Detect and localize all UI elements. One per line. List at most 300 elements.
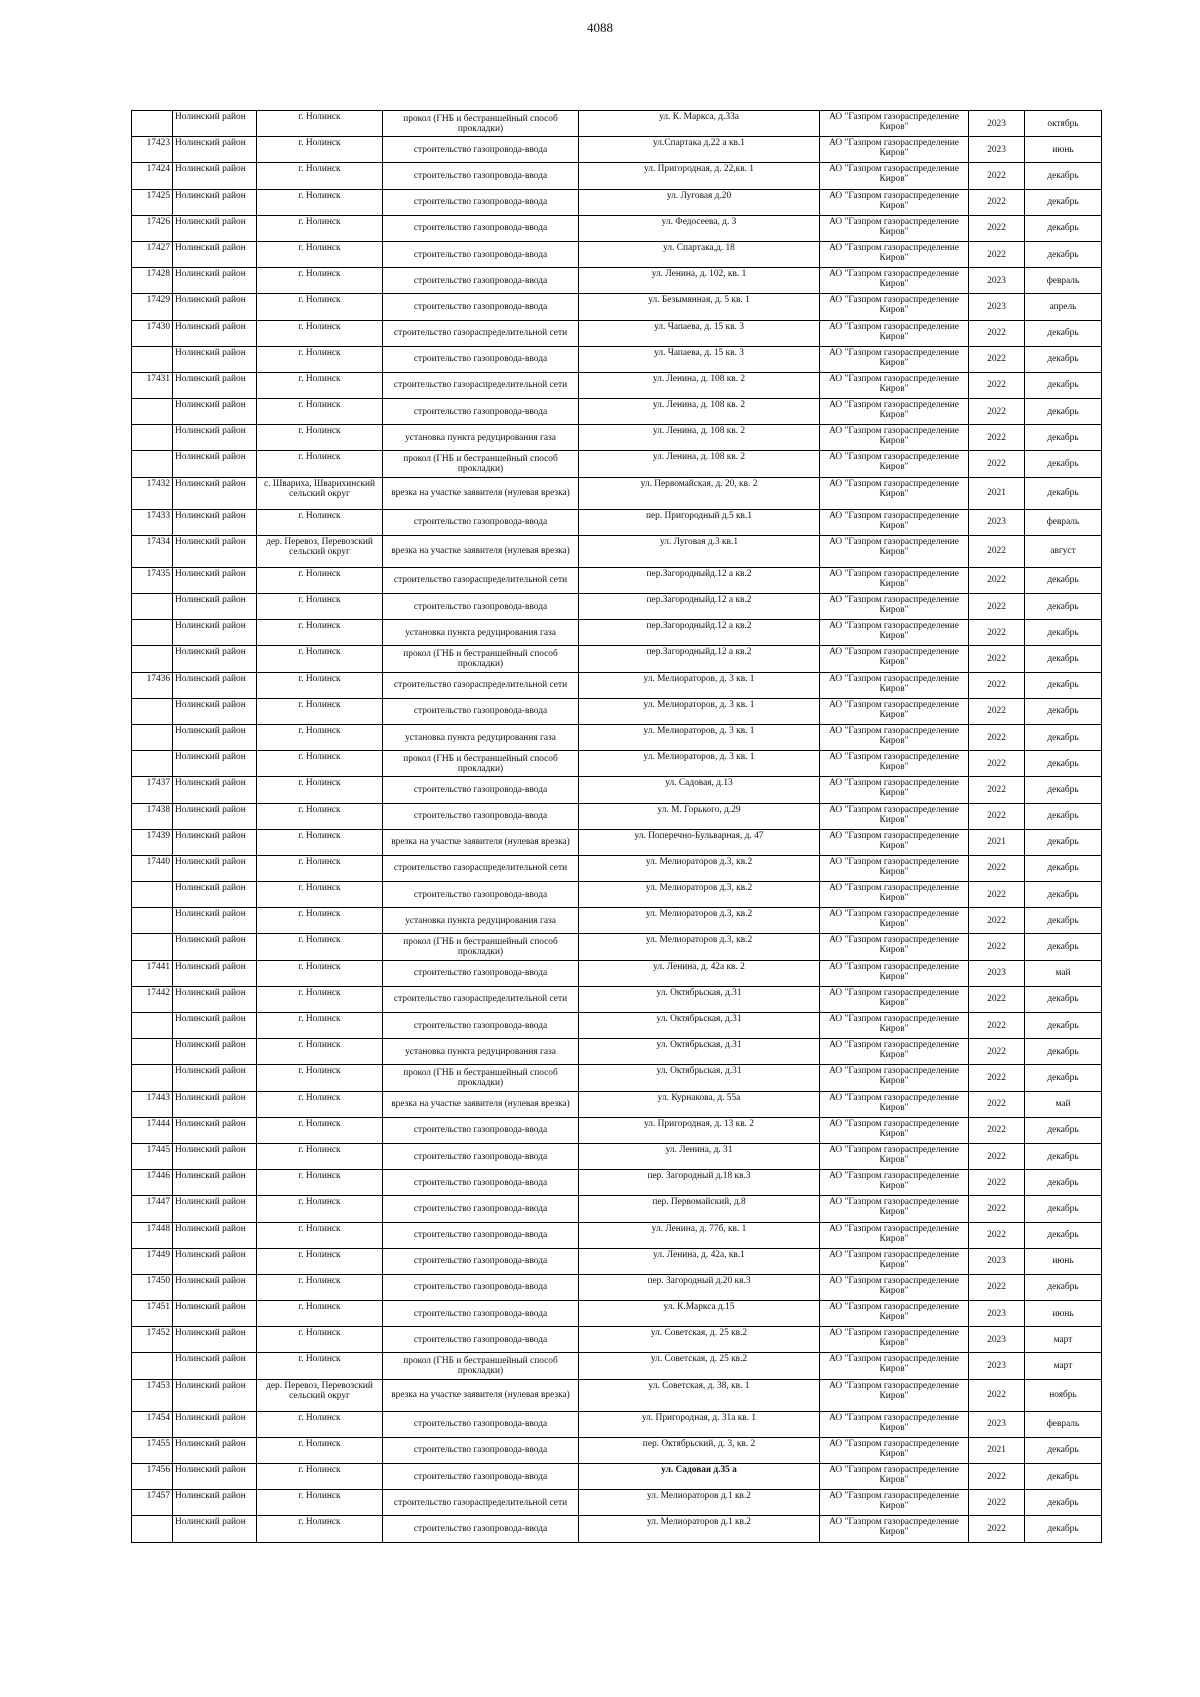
cell-number: 17443 [132,1091,173,1117]
cell-address: ул. Мелиораторов д.3, кв.2 [579,855,820,881]
register-body [132,111,1102,1543]
table-row [132,724,1102,750]
cell-year: 2022 [969,803,1025,829]
cell-organization: АО "Газпром газораспределение Киров" [820,346,969,372]
cell-organization: АО "Газпром газораспределение Киров" [820,672,969,698]
cell-month: февраль [1025,509,1102,535]
cell-year: 2022 [969,163,1025,189]
cell-year: 2022 [969,215,1025,241]
cell-district: Нолинский район [173,777,257,803]
cell-month: июнь [1025,1301,1102,1327]
cell-month: декабрь [1025,1222,1102,1248]
cell-work-type: строительство газораспределительной сети [383,320,579,346]
cell-number [132,1353,173,1379]
cell-organization: АО "Газпром газораспределение Киров" [820,620,969,646]
table-row [132,934,1102,960]
cell-organization: АО "Газпром газораспределение Киров" [820,986,969,1012]
cell-district: Нолинский район [173,1411,257,1437]
cell-district: Нолинский район [173,163,257,189]
table-row [132,1039,1102,1065]
cell-address: ул. К. Маркса, д.33а [579,111,820,137]
cell-work-type: строительство газопровода-ввода [383,346,579,372]
cell-work-type: установка пункта редуцирования газа [383,724,579,750]
cell-year: 2022 [969,1065,1025,1091]
cell-locality: г. Нолинск [257,451,383,477]
cell-work-type: установка пункта редуцирования газа [383,425,579,451]
cell-work-type: врезка на участке заявителя (нулевая врезка) [383,477,579,509]
table-row [132,1013,1102,1039]
cell-district: Нолинский район [173,477,257,509]
cell-district: Нолинский район [173,241,257,267]
cell-organization: АО "Газпром газораспределение Киров" [820,1379,969,1411]
cell-organization: АО "Газпром газораспределение Киров" [820,1301,969,1327]
cell-year: 2022 [969,986,1025,1012]
cell-locality: г. Нолинск [257,934,383,960]
cell-locality: г. Нолинск [257,803,383,829]
cell-month: октябрь [1025,111,1102,137]
cell-month: декабрь [1025,372,1102,398]
cell-address: ул. Чапаева, д. 15 кв. 3 [579,320,820,346]
cell-year: 2022 [969,189,1025,215]
cell-organization: АО "Газпром газораспределение Киров" [820,399,969,425]
cell-address: ул. Мелиораторов, д. 3 кв. 1 [579,724,820,750]
cell-number: 17439 [132,829,173,855]
cell-number: 17456 [132,1464,173,1490]
cell-year: 2023 [969,294,1025,320]
cell-number: 17451 [132,1301,173,1327]
cell-number [132,594,173,620]
cell-year: 2022 [969,1196,1025,1222]
cell-address: ул. Спартака,д. 18 [579,241,820,267]
cell-organization: АО "Газпром газораспределение Киров" [820,594,969,620]
cell-address: ул. Ленина, д. 42а, кв.1 [579,1248,820,1274]
cell-address: пер. Октябрьский, д. 3, кв. 2 [579,1437,820,1463]
cell-locality: г. Нолинск [257,960,383,986]
cell-number [132,425,173,451]
cell-address: ул. Мелиораторов, д. 3 кв. 1 [579,698,820,724]
cell-work-type: строительство газопровода-ввода [383,268,579,294]
cell-year: 2023 [969,1353,1025,1379]
table-row [132,294,1102,320]
cell-work-type: строительство газопровода-ввода [383,1013,579,1039]
cell-month: декабрь [1025,1039,1102,1065]
cell-organization: АО "Газпром газораспределение Киров" [820,960,969,986]
cell-number: 17424 [132,163,173,189]
table-row [132,1516,1102,1542]
cell-number [132,1065,173,1091]
cell-year: 2022 [969,751,1025,777]
cell-organization: АО "Газпром газораспределение Киров" [820,1196,969,1222]
table-row [132,320,1102,346]
cell-district: Нолинский район [173,1274,257,1300]
table-row [132,594,1102,620]
cell-work-type: прокол (ГНБ и бестраншейный способ прокладки) [383,1353,579,1379]
cell-district: Нолинский район [173,960,257,986]
cell-organization: АО "Газпром газораспределение Киров" [820,215,969,241]
cell-year: 2022 [969,1274,1025,1300]
table-row [132,1353,1102,1379]
cell-work-type: строительство газопровода-ввода [383,960,579,986]
cell-work-type: строительство газопровода-ввода [383,882,579,908]
cell-organization: АО "Газпром газораспределение Киров" [820,294,969,320]
cell-work-type: прокол (ГНБ и бестраншейный способ прокладки) [383,646,579,672]
cell-month: май [1025,1091,1102,1117]
cell-locality: г. Нолинск [257,1170,383,1196]
cell-number [132,111,173,137]
cell-locality: г. Нолинск [257,163,383,189]
table-row [132,646,1102,672]
cell-district: Нолинский район [173,111,257,137]
cell-locality: дер. Перевоз, Перевозский сельский округ [257,1379,383,1411]
cell-organization: АО "Газпром газораспределение Киров" [820,1117,969,1143]
table-row [132,672,1102,698]
cell-address: ул. Ленина, д. 102, кв. 1 [579,268,820,294]
cell-address: ул. Луговая д.20 [579,189,820,215]
cell-organization: АО "Газпром газораспределение Киров" [820,1170,969,1196]
cell-address: ул. М. Горького, д.29 [579,803,820,829]
cell-district: Нолинский район [173,986,257,1012]
cell-number: 17437 [132,777,173,803]
cell-district: Нолинский район [173,751,257,777]
cell-number: 17452 [132,1327,173,1353]
cell-work-type: строительство газораспределительной сети [383,1490,579,1516]
cell-work-type: строительство газораспределительной сети [383,567,579,593]
cell-address: ул. Мелиораторов, д. 3 кв. 1 [579,751,820,777]
cell-locality: г. Нолинск [257,698,383,724]
cell-number [132,908,173,934]
cell-organization: АО "Газпром газораспределение Киров" [820,1274,969,1300]
cell-address: ул. Пригородная, д. 22,кв. 1 [579,163,820,189]
cell-month: апрель [1025,294,1102,320]
cell-organization: АО "Газпром газораспределение Киров" [820,751,969,777]
cell-organization: АО "Газпром газораспределение Киров" [820,1248,969,1274]
cell-year: 2022 [969,724,1025,750]
cell-address: ул. Садовая д.35 а [579,1464,820,1490]
cell-number [132,451,173,477]
cell-month: декабрь [1025,451,1102,477]
cell-organization: АО "Газпром газораспределение Киров" [820,829,969,855]
cell-work-type: строительство газопровода-ввода [383,1327,579,1353]
cell-year: 2022 [969,1490,1025,1516]
cell-number: 17446 [132,1170,173,1196]
cell-work-type: строительство газопровода-ввода [383,399,579,425]
cell-month: декабрь [1025,594,1102,620]
cell-year: 2023 [969,268,1025,294]
table-row [132,1490,1102,1516]
cell-district: Нолинский район [173,320,257,346]
cell-organization: АО "Газпром газораспределение Киров" [820,451,969,477]
table-row [132,751,1102,777]
cell-work-type: строительство газопровода-ввода [383,294,579,320]
cell-address: ул. Ленина, д. 108 кв. 2 [579,451,820,477]
cell-year: 2023 [969,509,1025,535]
cell-district: Нолинский район [173,567,257,593]
table-row [132,1248,1102,1274]
cell-number [132,724,173,750]
cell-month: февраль [1025,1411,1102,1437]
cell-month: ноябрь [1025,1379,1102,1411]
cell-organization: АО "Газпром газораспределение Киров" [820,477,969,509]
cell-work-type: строительство газопровода-ввода [383,1464,579,1490]
cell-year: 2021 [969,1437,1025,1463]
cell-district: Нолинский район [173,698,257,724]
table-row [132,698,1102,724]
cell-year: 2022 [969,320,1025,346]
cell-locality: г. Нолинск [257,1039,383,1065]
cell-work-type: врезка на участке заявителя (нулевая врезка) [383,1379,579,1411]
cell-district: Нолинский район [173,829,257,855]
cell-locality: г. Нолинск [257,751,383,777]
cell-district: Нолинский район [173,1170,257,1196]
cell-work-type: строительство газопровода-ввода [383,698,579,724]
cell-work-type: строительство газопровода-ввода [383,803,579,829]
cell-locality: г. Нолинск [257,777,383,803]
cell-year: 2022 [969,1091,1025,1117]
cell-organization: АО "Газпром газораспределение Киров" [820,908,969,934]
table-row [132,137,1102,163]
cell-locality: г. Нолинск [257,1353,383,1379]
cell-year: 2022 [969,777,1025,803]
cell-number: 17449 [132,1248,173,1274]
cell-month: декабрь [1025,803,1102,829]
cell-month: декабрь [1025,934,1102,960]
cell-work-type: прокол (ГНБ и бестраншейный способ прокладки) [383,111,579,137]
cell-year: 2022 [969,646,1025,672]
cell-number: 17434 [132,535,173,567]
cell-district: Нолинский район [173,724,257,750]
cell-month: декабрь [1025,1437,1102,1463]
cell-month: декабрь [1025,1516,1102,1542]
table-row [132,829,1102,855]
cell-month: декабрь [1025,855,1102,881]
cell-month: декабрь [1025,1143,1102,1169]
table-row [132,620,1102,646]
table-row [132,1117,1102,1143]
cell-number: 17428 [132,268,173,294]
cell-district: Нолинский район [173,1039,257,1065]
cell-month: декабрь [1025,908,1102,934]
table-row [132,1437,1102,1463]
cell-work-type: строительство газопровода-ввода [383,1248,579,1274]
cell-locality: г. Нолинск [257,567,383,593]
cell-locality: г. Нолинск [257,1411,383,1437]
cell-address: пер. Загородный д.20 кв.3 [579,1274,820,1300]
cell-locality: г. Нолинск [257,1437,383,1463]
cell-year: 2023 [969,1248,1025,1274]
cell-locality: г. Нолинск [257,1143,383,1169]
cell-year: 2022 [969,908,1025,934]
cell-district: Нолинский район [173,855,257,881]
cell-number: 17447 [132,1196,173,1222]
table-row [132,1091,1102,1117]
cell-work-type: строительство газопровода-ввода [383,189,579,215]
cell-district: Нолинский район [173,1301,257,1327]
cell-work-type: прокол (ГНБ и бестраншейный способ прокладки) [383,451,579,477]
cell-district: Нолинский район [173,646,257,672]
cell-year: 2022 [969,934,1025,960]
table-row [132,1301,1102,1327]
cell-locality: г. Нолинск [257,294,383,320]
cell-number: 17425 [132,189,173,215]
cell-year: 2022 [969,451,1025,477]
cell-year: 2022 [969,241,1025,267]
cell-organization: АО "Газпром газораспределение Киров" [820,189,969,215]
table-row [132,346,1102,372]
cell-address: ул. Советская, д. 38, кв. 1 [579,1379,820,1411]
cell-address: ул. Чапаева, д. 15 кв. 3 [579,346,820,372]
cell-district: Нолинский район [173,137,257,163]
cell-district: Нолинский район [173,1437,257,1463]
table-row [132,477,1102,509]
cell-number [132,1013,173,1039]
cell-year: 2022 [969,1039,1025,1065]
cell-month: декабрь [1025,1274,1102,1300]
cell-month: декабрь [1025,698,1102,724]
cell-year: 2022 [969,1143,1025,1169]
cell-number: 17436 [132,672,173,698]
cell-district: Нолинский район [173,1464,257,1490]
cell-month: март [1025,1353,1102,1379]
cell-district: Нолинский район [173,451,257,477]
cell-number: 17455 [132,1437,173,1463]
table-row [132,1065,1102,1091]
cell-locality: г. Нолинск [257,882,383,908]
cell-month: декабрь [1025,777,1102,803]
cell-locality: г. Нолинск [257,1274,383,1300]
cell-number [132,698,173,724]
cell-locality: г. Нолинск [257,672,383,698]
cell-organization: АО "Газпром газораспределение Киров" [820,1143,969,1169]
cell-district: Нолинский район [173,1327,257,1353]
cell-locality: с. Швариха, Шварихинский сельский округ [257,477,383,509]
page-number: 4088 [587,20,613,35]
cell-month: декабрь [1025,829,1102,855]
cell-address: ул. Октябрьская, д.31 [579,986,820,1012]
cell-organization: АО "Газпром газораспределение Киров" [820,163,969,189]
cell-district: Нолинский район [173,620,257,646]
cell-district: Нолинский район [173,594,257,620]
cell-organization: АО "Газпром газораспределение Киров" [820,1091,969,1117]
cell-month: декабрь [1025,882,1102,908]
cell-number: 17438 [132,803,173,829]
cell-year: 2022 [969,567,1025,593]
cell-address: ул. Советская, д. 25 кв.2 [579,1353,820,1379]
cell-organization: АО "Газпром газораспределение Киров" [820,777,969,803]
cell-work-type: врезка на участке заявителя (нулевая врезка) [383,829,579,855]
cell-district: Нолинский район [173,189,257,215]
cell-year: 2022 [969,1516,1025,1542]
cell-month: декабрь [1025,189,1102,215]
table-row [132,535,1102,567]
cell-organization: АО "Газпром газораспределение Киров" [820,372,969,398]
cell-month: декабрь [1025,1464,1102,1490]
cell-year: 2023 [969,1411,1025,1437]
cell-district: Нолинский район [173,1196,257,1222]
cell-organization: АО "Газпром газораспределение Киров" [820,320,969,346]
cell-address: пер. Первомайский, д.8 [579,1196,820,1222]
cell-address: пер.Загородныйд.12 а кв.2 [579,594,820,620]
cell-year: 2022 [969,346,1025,372]
cell-organization: АО "Газпром газораспределение Киров" [820,509,969,535]
cell-district: Нолинский район [173,803,257,829]
cell-month: декабрь [1025,986,1102,1012]
cell-locality: г. Нолинск [257,372,383,398]
cell-locality: г. Нолинск [257,1091,383,1117]
cell-locality: г. Нолинск [257,1516,383,1542]
cell-year: 2022 [969,1379,1025,1411]
cell-organization: АО "Газпром газораспределение Киров" [820,882,969,908]
cell-month: декабрь [1025,1490,1102,1516]
cell-organization: АО "Газпром газораспределение Киров" [820,1437,969,1463]
cell-year: 2022 [969,535,1025,567]
table-row [132,1327,1102,1353]
cell-organization: АО "Газпром газораспределение Киров" [820,1327,969,1353]
table-row [132,777,1102,803]
cell-district: Нолинский район [173,1248,257,1274]
cell-locality: г. Нолинск [257,1327,383,1353]
cell-number [132,1039,173,1065]
cell-work-type: строительство газопровода-ввода [383,1143,579,1169]
cell-organization: АО "Газпром газораспределение Киров" [820,1222,969,1248]
cell-number: 17441 [132,960,173,986]
cell-month: декабрь [1025,620,1102,646]
table-row [132,803,1102,829]
cell-year: 2022 [969,672,1025,698]
cell-address: ул. Луговая д.3 кв.1 [579,535,820,567]
cell-address: ул. Безымянная, д. 5 кв. 1 [579,294,820,320]
table-row [132,908,1102,934]
cell-organization: АО "Газпром газораспределение Киров" [820,268,969,294]
table-row [132,425,1102,451]
cell-work-type: врезка на участке заявителя (нулевая врезка) [383,535,579,567]
cell-number: 17457 [132,1490,173,1516]
cell-month: декабрь [1025,346,1102,372]
cell-address: ул. Пригородная, д. 13 кв. 2 [579,1117,820,1143]
cell-number: 17426 [132,215,173,241]
cell-district: Нолинский район [173,1143,257,1169]
cell-address: ул. Октябрьская, д.31 [579,1065,820,1091]
cell-district: Нолинский район [173,1379,257,1411]
cell-address: пер. Пригородный д.5 кв.1 [579,509,820,535]
cell-address: ул. Ленина, д. 108 кв. 2 [579,372,820,398]
cell-year: 2022 [969,698,1025,724]
table-row [132,111,1102,137]
cell-address: ул. Поперечно-Бульварная, д. 47 [579,829,820,855]
table-row [132,1196,1102,1222]
cell-number: 17433 [132,509,173,535]
cell-year: 2021 [969,829,1025,855]
table-row [132,189,1102,215]
cell-address: ул. Мелиораторов д.1 кв.2 [579,1516,820,1542]
cell-number [132,751,173,777]
cell-locality: г. Нолинск [257,594,383,620]
cell-address: ул. Мелиораторов д.3, кв.2 [579,882,820,908]
cell-number: 17442 [132,986,173,1012]
cell-locality: г. Нолинск [257,241,383,267]
cell-locality: г. Нолинск [257,215,383,241]
cell-month: декабрь [1025,477,1102,509]
cell-year: 2022 [969,425,1025,451]
cell-locality: г. Нолинск [257,855,383,881]
cell-work-type: врезка на участке заявителя (нулевая врезка) [383,1091,579,1117]
cell-address: ул. Советская, д. 25 кв.2 [579,1327,820,1353]
cell-address: ул. Курнакова, д. 55а [579,1091,820,1117]
cell-district: Нолинский район [173,934,257,960]
cell-year: 2023 [969,137,1025,163]
cell-address: ул.Спартака д.22 а кв.1 [579,137,820,163]
cell-work-type: установка пункта редуцирования газа [383,620,579,646]
cell-locality: г. Нолинск [257,425,383,451]
